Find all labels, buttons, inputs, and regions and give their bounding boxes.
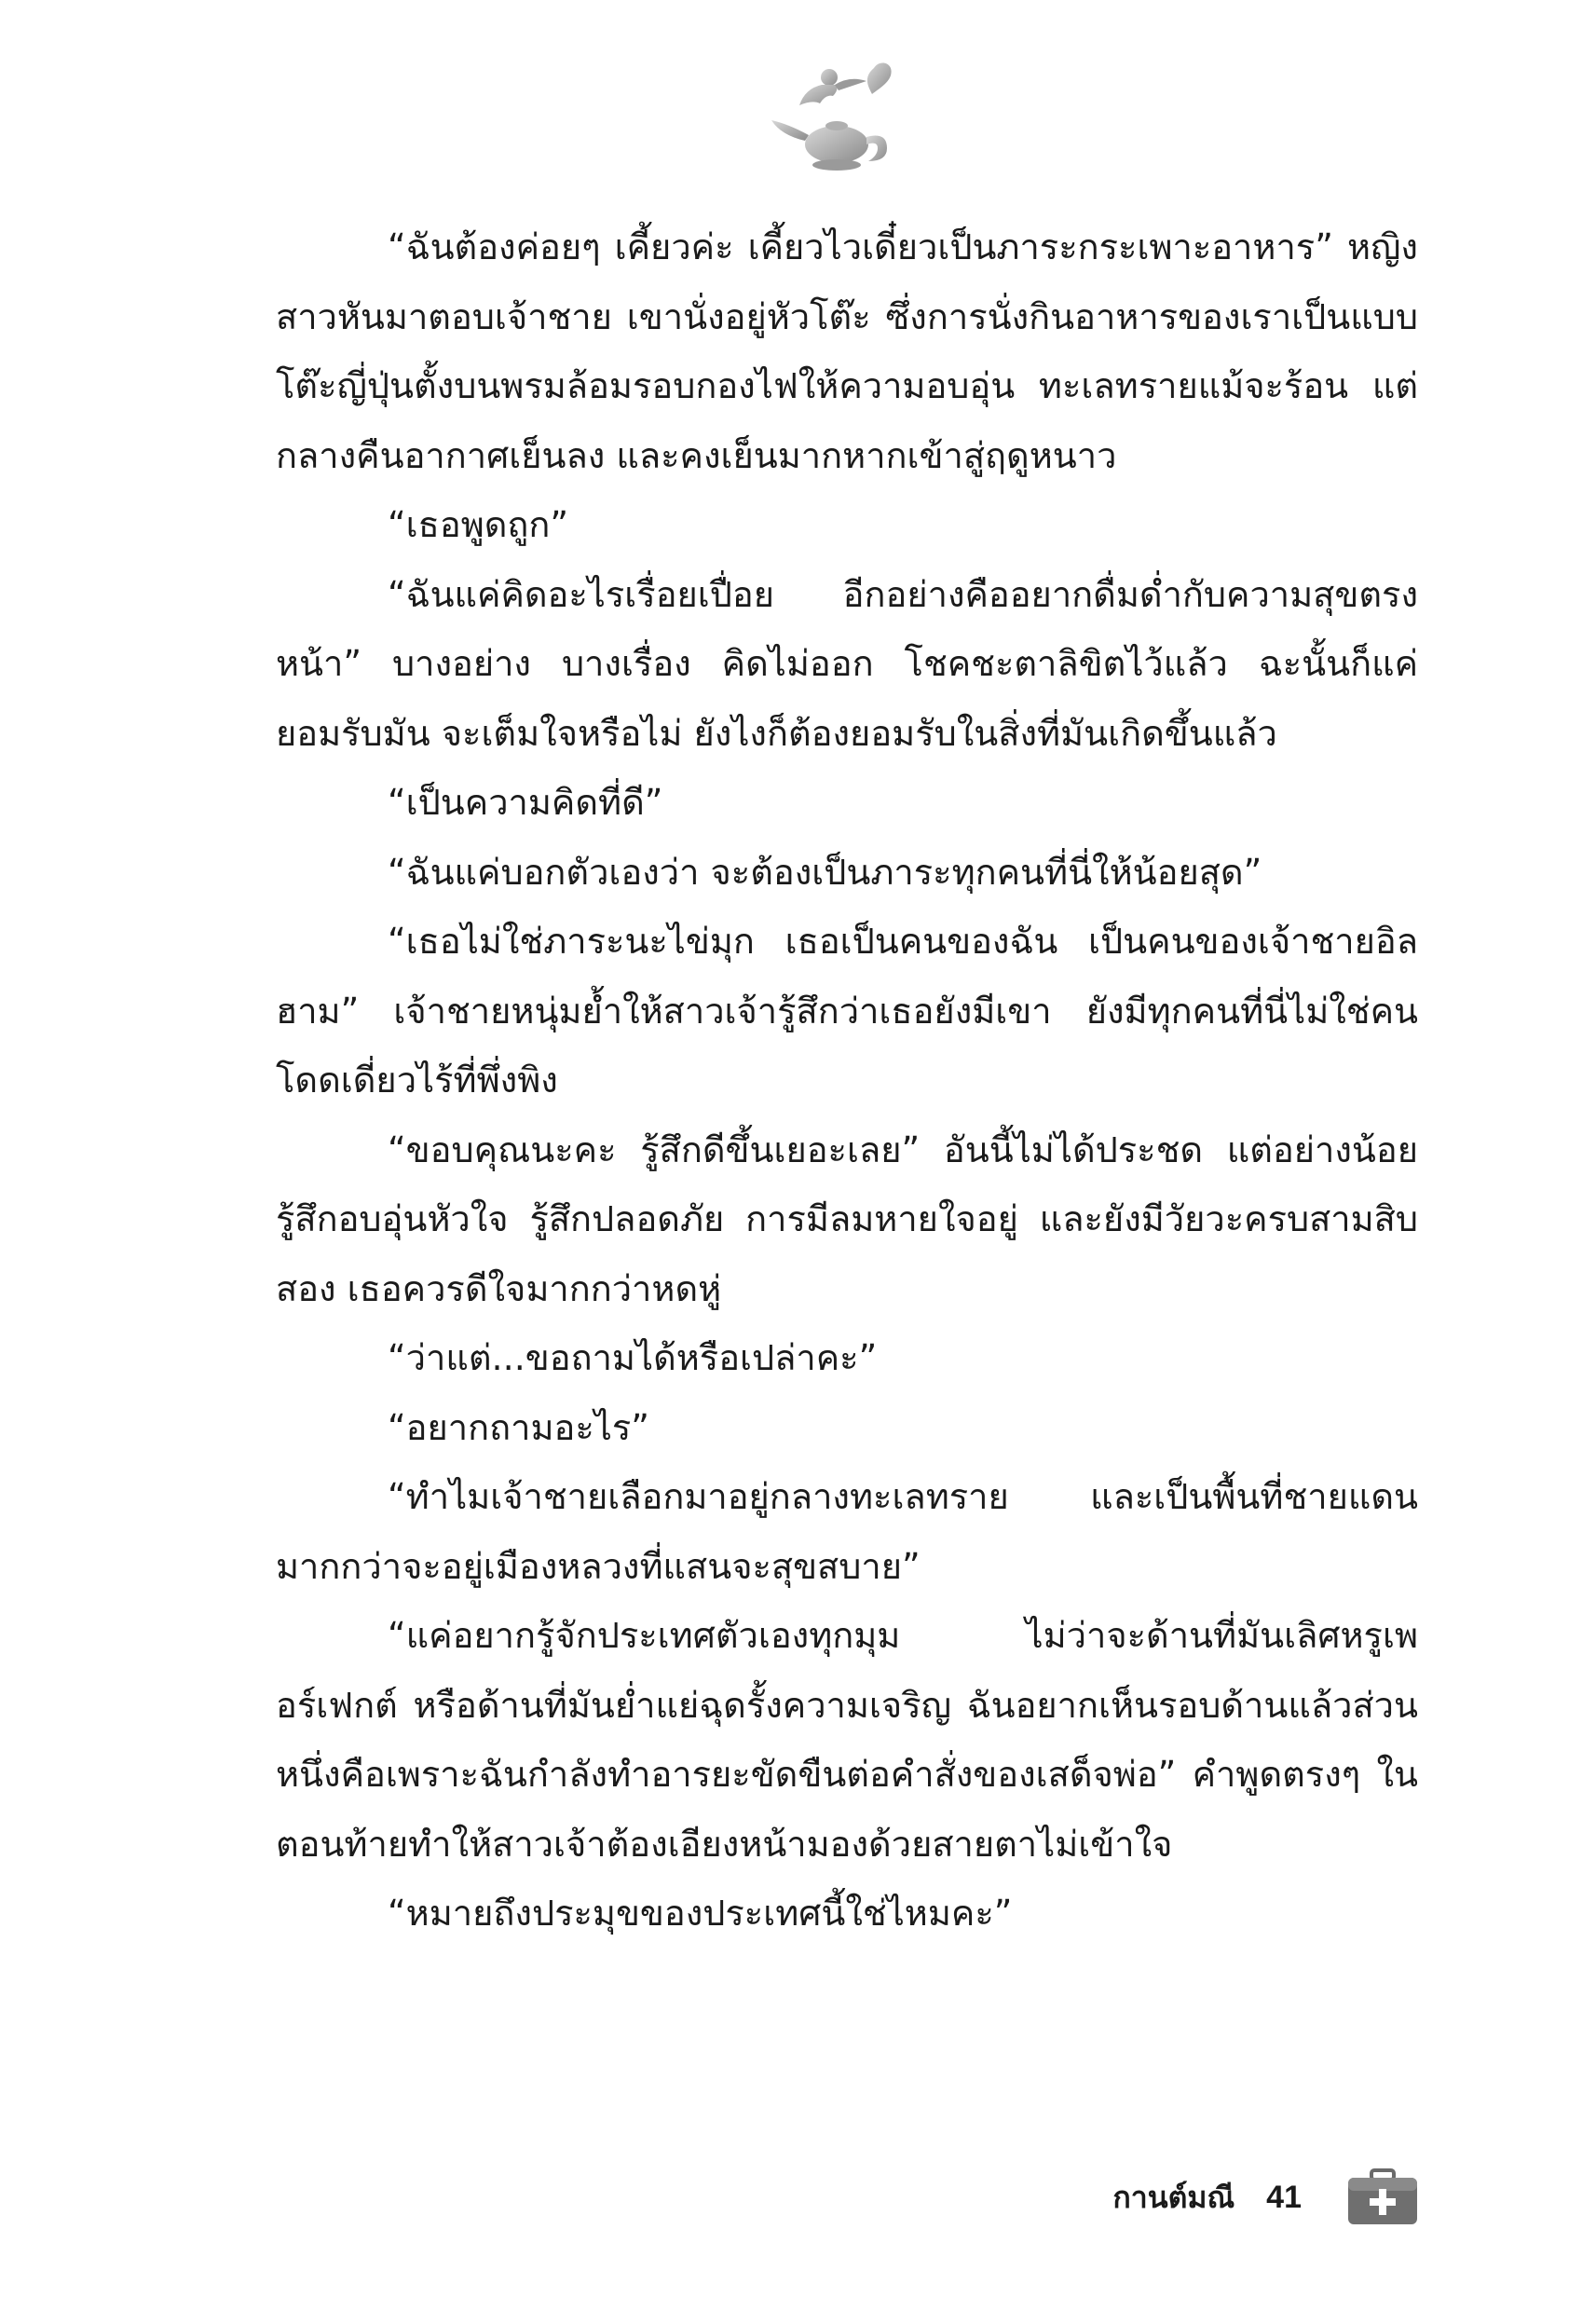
- paragraph: “เธอไม่ใช่ภาระนะไข่มุก เธอเป็นคนของฉัน เป็นคนของเจ้าชายอิลฮาม” เจ้าชายหนุ่มย้ำให้สาวเจ้ารู้สึกว่าเธอยังมีเขา ยังมีทุกคนที่นี่ไม่ใช่คนโดดเดี่ยวไร้ที่พึ่งพิง: [276, 921, 1418, 1101]
- paragraph: “แค่อยากรู้จักประเทศตัวเองทุกมุม ไม่ว่าจะด้านที่มันเลิศหรูเพอร์เฟกต์ หรือด้านที่มันย่ำแย่ฉุดรั้งความเจริญ ฉันอยากเห็นรอบด้านแล้วส่วนหนึ่งคือเพราะฉันกำลังทำอารยะขัดขืนต่อคำสั่งของเสด็จพ่อ” คำพูดตรงๆ ในตอนท้ายทำให้สาวเจ้าต้องเอียงหน้ามองด้วยสายตาไม่เข้าใจ: [276, 1615, 1418, 1865]
- page-number: 41: [1266, 2179, 1302, 2215]
- author-name: กานต์มณี: [1112, 2179, 1235, 2215]
- paragraph: “หมายถึงประมุขของประเทศนี้ใช่ไหมคะ”: [388, 1893, 1013, 1934]
- paragraph: “ฉันแค่คิดอะไรเรื่อยเปื่อย อีกอย่างคืออยากดื่มด่ำกับความสุขตรงหน้า” บางอย่าง บางเรื่อง คิดไม่ออก โชคชะตาลิขิตไว้แล้ว ฉะนั้นก็แค่ยอมรับมัน จะเต็มใจหรือไม่ ยังไงก็ต้องยอมรับในสิ่งที่มันเกิดขึ้นแล้ว: [276, 573, 1418, 754]
- medical-kit-plus-icon: [1346, 2168, 1419, 2226]
- paragraph: “ขอบคุณนะคะ รู้สึกดีขึ้นเยอะเลย” อันนี้ไม่ได้ประชด แต่อย่างน้อยรู้สึกอบอุ่นหัวใจ รู้สึกปลอดภัย การมีลมหายใจอยู่ และยังมีวัยวะครบสามสิบสอง เธอควรดีใจมากกว่าหดหู่: [276, 1128, 1418, 1309]
- paragraph: “เป็นความคิดที่ดี”: [388, 782, 663, 823]
- paragraph: “ว่าแต่...ขอถามได้หรือเปล่าคะ”: [388, 1337, 878, 1378]
- page-footer: [1112, 2165, 1419, 2230]
- story-text: [276, 212, 1418, 1949]
- paragraph: “อยากถามอะไร”: [388, 1406, 649, 1448]
- paragraph: “เธอพูดถูก”: [388, 504, 569, 545]
- paragraph: “ฉันต้องค่อยๆ เคี้ยวค่ะ เคี้ยวไวเดี๋ยวเป็นภาระกระเพาะอาหาร” หญิงสาวหันมาตอบเจ้าชาย เขานั่งอยู่หัวโต๊ะ ซึ่งการนั่งกินอาหารของเราเป็นแบบโต๊ะญี่ปุ่นตั้งบนพรมล้อมรอบกองไฟให้ความอบอุ่น ทะเลทรายแม้จะร้อน แต่กลางคืนอากาศเย็นลง และคงเย็นมากหากเข้าสู่ฤดูหนาว: [276, 226, 1418, 476]
- teapot-cupid-emblem-icon: [764, 51, 904, 182]
- paragraph: “ฉันแค่บอกตัวเองว่า จะต้องเป็นภาระทุกคนที่นี่ให้น้อยสุด”: [388, 851, 1262, 893]
- paragraph: “ทำไมเจ้าชายเลือกมาอยู่กลางทะเลทราย และเป็นพื้นที่ชายแดนมากกว่าจะอยู่เมืองหลวงที่แสนจะสุขสบาย”: [276, 1476, 1418, 1587]
